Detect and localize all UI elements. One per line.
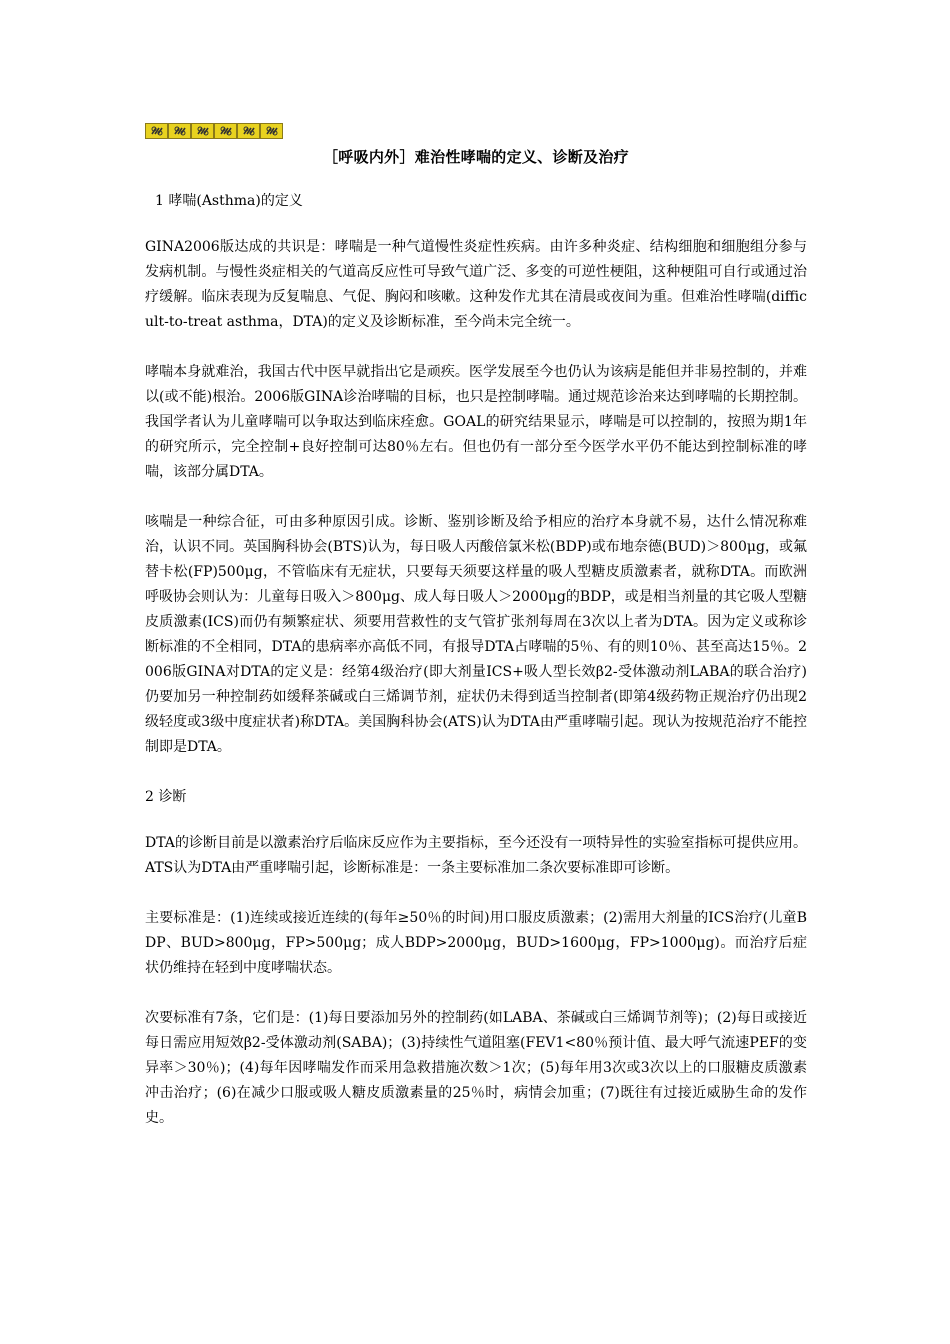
section-heading: 1 哮喘(Asthma)的定义 [155, 193, 303, 209]
paragraph: 次要标准有7条，它们是：(1)每日要添加另外的控制药(如LABA、茶碱或白三烯调节剂等)；(2)每日或接近每日需应用短效β2-受体激动剂(SABA)；(3)持续性气道阻塞(FEV1<80％预计值、最大呼气流速PEF的变异率＞30％)；(4)每年因哮喘发作而采用急救措施次数＞1次；(5)每年用3次或3次以上的口服糖皮质激素冲击治疗；(6)在减少口服或吸人糖皮质激素量的25％时，病情会加重；(7)既往有过接近威胁生命的发作史。 [145, 1010, 807, 1126]
page-title: ［呼吸内外］难治性哮喘的定义、诊断及治疗 [322, 148, 629, 166]
chain-link-icon [214, 123, 237, 139]
chain-link-icon [260, 123, 283, 139]
paragraph: 主要标准是：(1)连续或接近连续的(每年≥50％的时间)用口服皮质激素；(2)需用大剂量的ICS治疗(儿童BDP、BUD>800μg，FP>500μg；成人BDP>2000μg，BUD>1600μg，FP>1000μg)。而治疗后症状仍维持在轻到中度哮喘状态。 [145, 910, 807, 976]
decorative-logo-strip [145, 123, 807, 139]
chain-link-icon [191, 123, 214, 139]
paragraph: 咳喘是一种综合征，可由多种原因引成。诊断、鉴别诊断及给予相应的治疗本身就不易，达什么情况称难治，认识不同。英国胸科协会(BTS)认为，每日吸人丙酸倍氯米松(BDP)或布地奈德(BUD)＞800μg，或氟替卡松(FP)500μg，不管临床有无症状，只要每天须要这样量的吸人型糖皮质激素者，就称DTA。而欧洲呼吸协会则认为：儿童每日吸入＞800μg、成人每日吸人＞2000μg的BDP，或是相当剂量的其它吸人型糖皮质激素(ICS)而仍有频繁症状、须要用营救性的支气管扩张剂每周在3次以上者为DTA。因为定义或称诊断标准的不全相同，DTA的患病率亦高低不同，有报导DTA占哮喘的5％、有的则10％、甚至高达15％。2006版GINA对DTA的定义是：经第4级治疗(即大剂量ICS+吸人型长效β2-受体激动剂LABA的联合治疗)仍要加另一种控制药如缓释茶碱或白三烯调节剂，症状仍未得到适当控制者(即第4级药物正规治疗仍出现2级轻度或3级中度症状者)称DTA。美国胸科协会(ATS)认为DTA由严重哮喘引起。现认为按规范治疗不能控制即是DTA。 [145, 514, 807, 755]
section-diagnosis [145, 785, 807, 1131]
chain-link-icon [168, 123, 191, 139]
document-page [145, 123, 807, 1156]
chain-link-icon [237, 123, 260, 139]
paragraph: DTA的诊断目前是以激素治疗后临床反应作为主要指标，至今还没有一项特异性的实验室指标可提供应用。ATS认为DTA由严重哮喘引起，诊断标准是：一条主要标准加二条次要标准即可诊断。 [145, 835, 807, 876]
section-definition [145, 189, 807, 760]
paragraph: GINA2006版达成的共识是：哮喘是一种气道慢性炎症性疾病。由许多种炎症、结构细胞和细胞组分参与发病机制。与慢性炎症相关的气道高反应性可导致气道广泛、多变的可逆性梗阻，这种梗阻可自行或通过治疗缓解。临床表现为反复喘息、气促、胸闷和咳嗽。这种发作尤其在清晨或夜间为重。但难治性哮喘(difficult-to-treat asthma，DTA)的定义及诊断标准，至今尚未完全统一。 [145, 239, 807, 330]
paragraph: 哮喘本身就难治，我国古代中医早就指出它是顽疾。医学发展至今也仍认为该病是能但并非易控制的，并难以(或不能)根治。2006版GINA诊治哮喘的目标，也只是控制哮喘。通过规范诊治来达到哮喘的长期控制。我国学者认为儿童哮喘可以争取达到临床痊愈。GOAL的研究结果显示，哮喘是可以控制的，按照为期1年的研究所示，完全控制+良好控制可达80％左右。但也仍有一部分至今医学水平仍不能达到控制标准的哮喘，该部分属DTA。 [145, 364, 807, 480]
section-heading: 2 诊断 [145, 789, 187, 805]
chain-link-icon [145, 123, 168, 139]
